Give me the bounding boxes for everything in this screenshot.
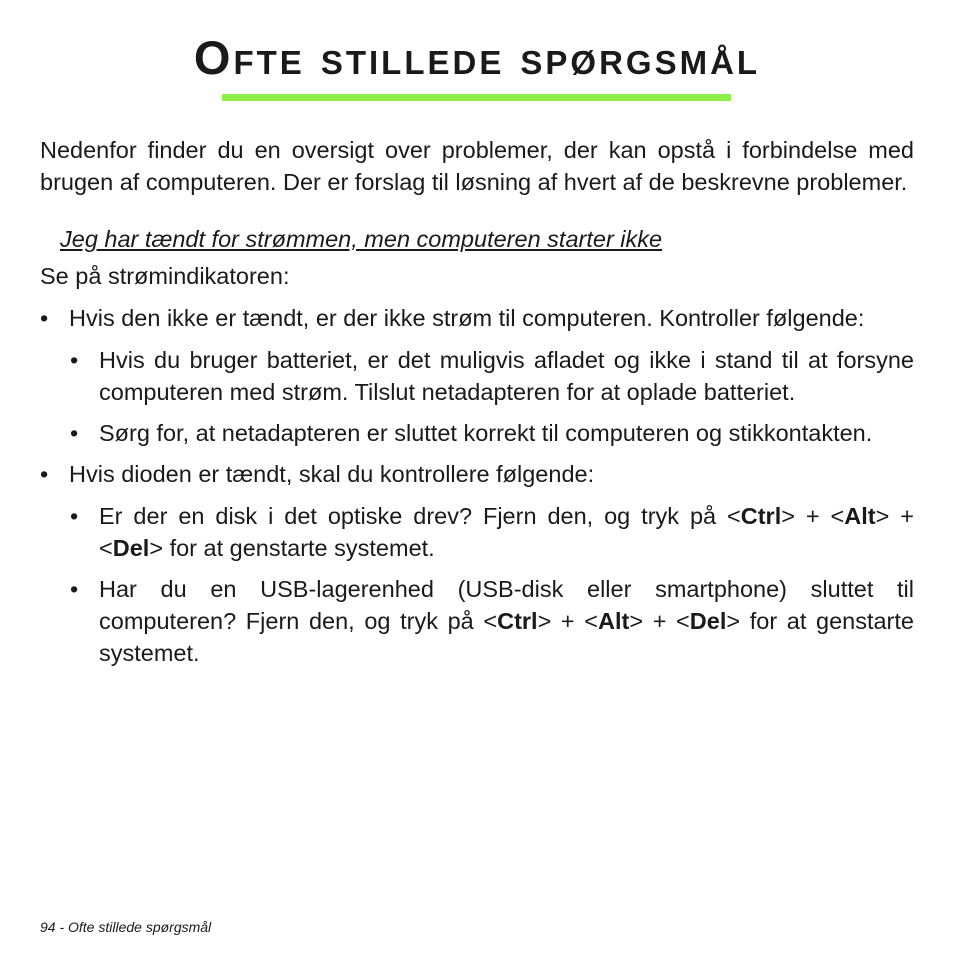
list-item-text: Hvis dioden er tændt, skal du kontrollere følgende:: [69, 461, 595, 487]
list-item: [69, 458, 914, 490]
key-separator: > + <: [537, 608, 599, 634]
key-ctrl: Ctrl: [740, 503, 782, 529]
key-alt: Alt: [844, 503, 876, 529]
sub-list-item: [99, 500, 914, 564]
sub-list-item-text-end: > for at genstarte systemet.: [149, 535, 435, 561]
question-heading: Jeg har tændt for strømmen, men computeren starter ikke: [60, 226, 663, 252]
list-item: [69, 302, 914, 334]
intro-paragraph: Nedenfor finder du en oversigt over problemer, der kan opstå i forbindelse med brugen af computeren. Der er forslag til løsning af hvert af de beskrevne problemer.: [40, 137, 914, 195]
key-separator: > + <: [781, 503, 845, 529]
lead-text: Se på strømindikatoren:: [40, 263, 290, 289]
key-ctrl: Ctrl: [497, 608, 538, 634]
sub-list-item-text: Hvis du bruger batteriet, er det muligvis afladet og ikke i stand til at forsyne computeren med strøm. Tilslut netadapteren for at oplade batteriet.: [99, 347, 914, 405]
title-underline-rule: [222, 94, 731, 101]
sub-list-item-text: Sørg for, at netadapteren er sluttet korrekt til computeren og stikkontakten.: [99, 420, 873, 446]
sub-list-item-text: Er der en disk i det optiske drev? Fjern den, og tryk på <: [99, 503, 741, 529]
key-alt: Alt: [598, 608, 630, 634]
page-footer: 94 - Ofte stillede spørgsmål: [40, 919, 212, 935]
sub-list-item-text: Har du en USB-lagerenhed (USB-disk eller smartphone) sluttet til computeren? Fjern den, og tryk på <: [99, 576, 914, 634]
key-separator: > + <: [99, 503, 915, 561]
main-content: [40, 134, 914, 669]
key-del: Del: [689, 608, 727, 634]
sub-list-item: [99, 573, 914, 669]
sub-list-item-text-end: > for at genstarte systemet.: [99, 608, 914, 666]
sub-list-item: [99, 417, 914, 449]
sub-list-item: [99, 344, 914, 408]
key-separator: > + <: [629, 608, 690, 634]
page-title: Ofte stillede spørgsmål: [193, 31, 761, 84]
key-del: Del: [112, 535, 150, 561]
list-item-text: Hvis den ikke er tændt, er der ikke strøm til computeren. Kontroller følgende:: [69, 305, 865, 331]
